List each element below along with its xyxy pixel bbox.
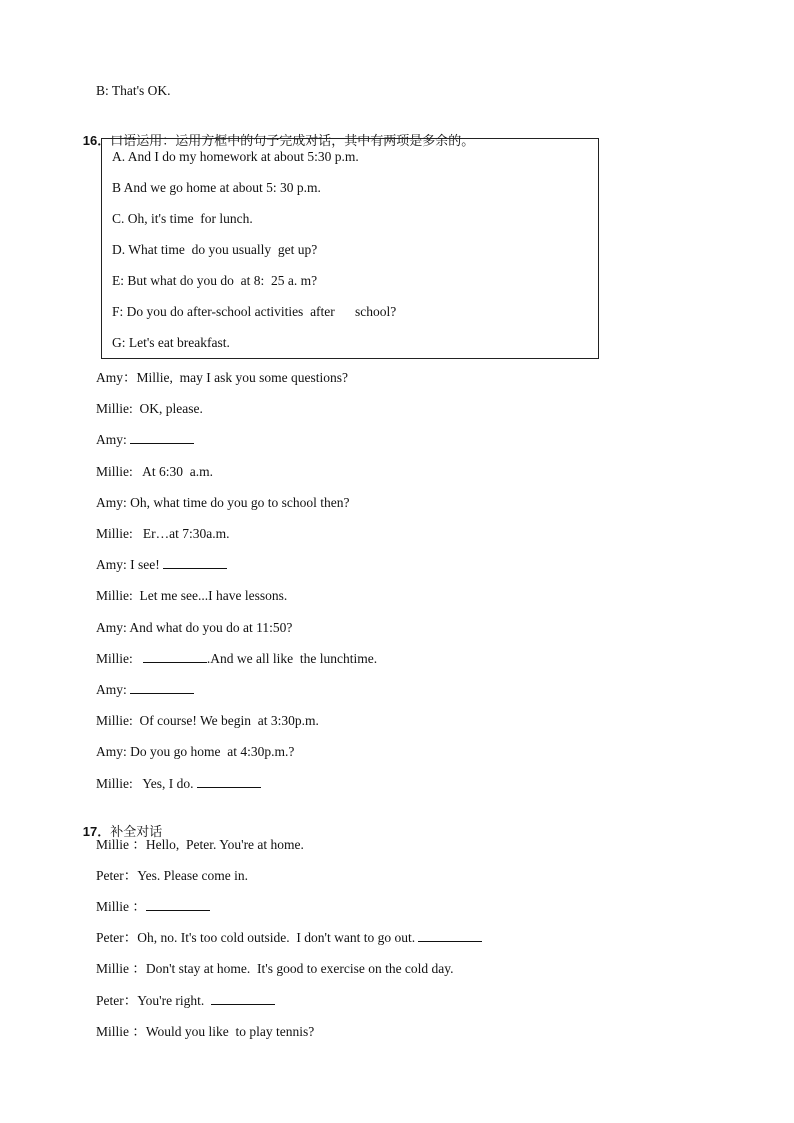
dialogue-text: Amy: I see! (96, 557, 164, 573)
dialogue-line (96, 494, 349, 512)
dialogue-line (96, 650, 377, 668)
dialogue-line (96, 712, 319, 730)
dialogue-line (96, 775, 261, 793)
dialogue-text: Millie: Yes, I do. (96, 775, 197, 791)
dialogue-line (96, 929, 482, 947)
dialogue-text: Millie: OK, please. (96, 401, 203, 417)
dialogue-line (96, 836, 304, 854)
dialogue-text: Amy: (96, 682, 131, 697)
option-d: D. What time do you usually get up? (112, 242, 318, 257)
dialogue-line (96, 681, 194, 699)
dialogue-line (96, 400, 203, 418)
answer-blank[interactable] (163, 556, 227, 569)
dialogue-text: Millie: (96, 650, 143, 666)
dialogue-text: Amy: And what do you do at 11:50? (96, 619, 293, 635)
dialogue-line (96, 619, 292, 637)
answer-line-b: B: That's OK. (96, 83, 171, 98)
answer-blank[interactable] (143, 650, 207, 663)
dialogue-text: Millie: At 6:30 a.m. (96, 463, 213, 479)
dialogue-text: Millie: Er…at 7:30a.m. (96, 526, 230, 541)
dialogue-line (96, 898, 210, 916)
answer-blank[interactable] (197, 775, 261, 788)
dialogue-text: Peter：You're right. (96, 992, 212, 1008)
dialogue-text: Peter：Yes. Please come in. (96, 868, 248, 884)
dialogue-line (96, 867, 248, 885)
answer-blank[interactable] (211, 992, 275, 1005)
dialogue-line (96, 960, 454, 978)
dialogue-text: Millie ：Don't stay at home. It's good to exercise on the cold day. (96, 961, 454, 977)
option-b: B And we go home at about 5: 30 p.m. (112, 180, 321, 195)
dialogue-text: Millie: Let me see...I have lessons. (96, 588, 288, 604)
question-instruction: 口语运用：运用方框中的句子完成对话，其中有两项是多余的。 (110, 134, 475, 149)
dialogue-text: Amy: (96, 432, 131, 448)
option-g: G: Let's eat breakfast. (112, 335, 230, 350)
question-number: 17． (82, 824, 111, 839)
dialogue-text: Millie ：Would you like to play tennis? (96, 1023, 315, 1039)
option-f: F: Do you do after-school activities after school? (112, 304, 397, 319)
dialogue-text: Millie: Of course! We begin at 3:30p.m. (96, 713, 319, 729)
options-box (101, 138, 599, 359)
dialogue-line (96, 1023, 314, 1041)
dialogue-text: Amy：Millie, may I ask you some questions? (96, 370, 348, 385)
dialogue-text-after-blank: .And we all like the lunchtime. (206, 650, 378, 666)
dialogue-text: Amy: Do you go home at 4:30p.m.? (96, 744, 295, 760)
dialogue-text: Amy: Oh, what time do you go to school then? (96, 494, 350, 510)
option-e: E: But what do you do at 8: 25 a. m? (112, 273, 318, 288)
option-c: C. Oh, it's time for lunch. (112, 211, 253, 226)
dialogue-line (96, 369, 348, 387)
question-number: 16． (82, 133, 111, 148)
dialogue-text: Peter：Oh, no. It's too cold outside. I don't want to go out. (96, 930, 419, 946)
dialogue-line (96, 525, 229, 543)
dialogue-line (96, 587, 287, 605)
dialogue-line (96, 463, 213, 481)
question-instruction: 补全对话 (110, 825, 163, 840)
answer-blank[interactable] (418, 929, 482, 942)
dialogue-line (96, 556, 227, 574)
dialogue-text: Millie ： (96, 899, 146, 915)
dialogue-text: Millie ：Hello, Peter. You're at home. (96, 837, 304, 852)
dialogue-line (96, 743, 294, 761)
option-a: A. And I do my homework at about 5:30 p.m. (112, 149, 359, 164)
answer-blank[interactable] (130, 431, 194, 444)
answer-blank[interactable] (130, 681, 194, 694)
dialogue-line (96, 992, 275, 1010)
answer-blank[interactable] (146, 898, 210, 911)
dialogue-line (96, 431, 194, 449)
